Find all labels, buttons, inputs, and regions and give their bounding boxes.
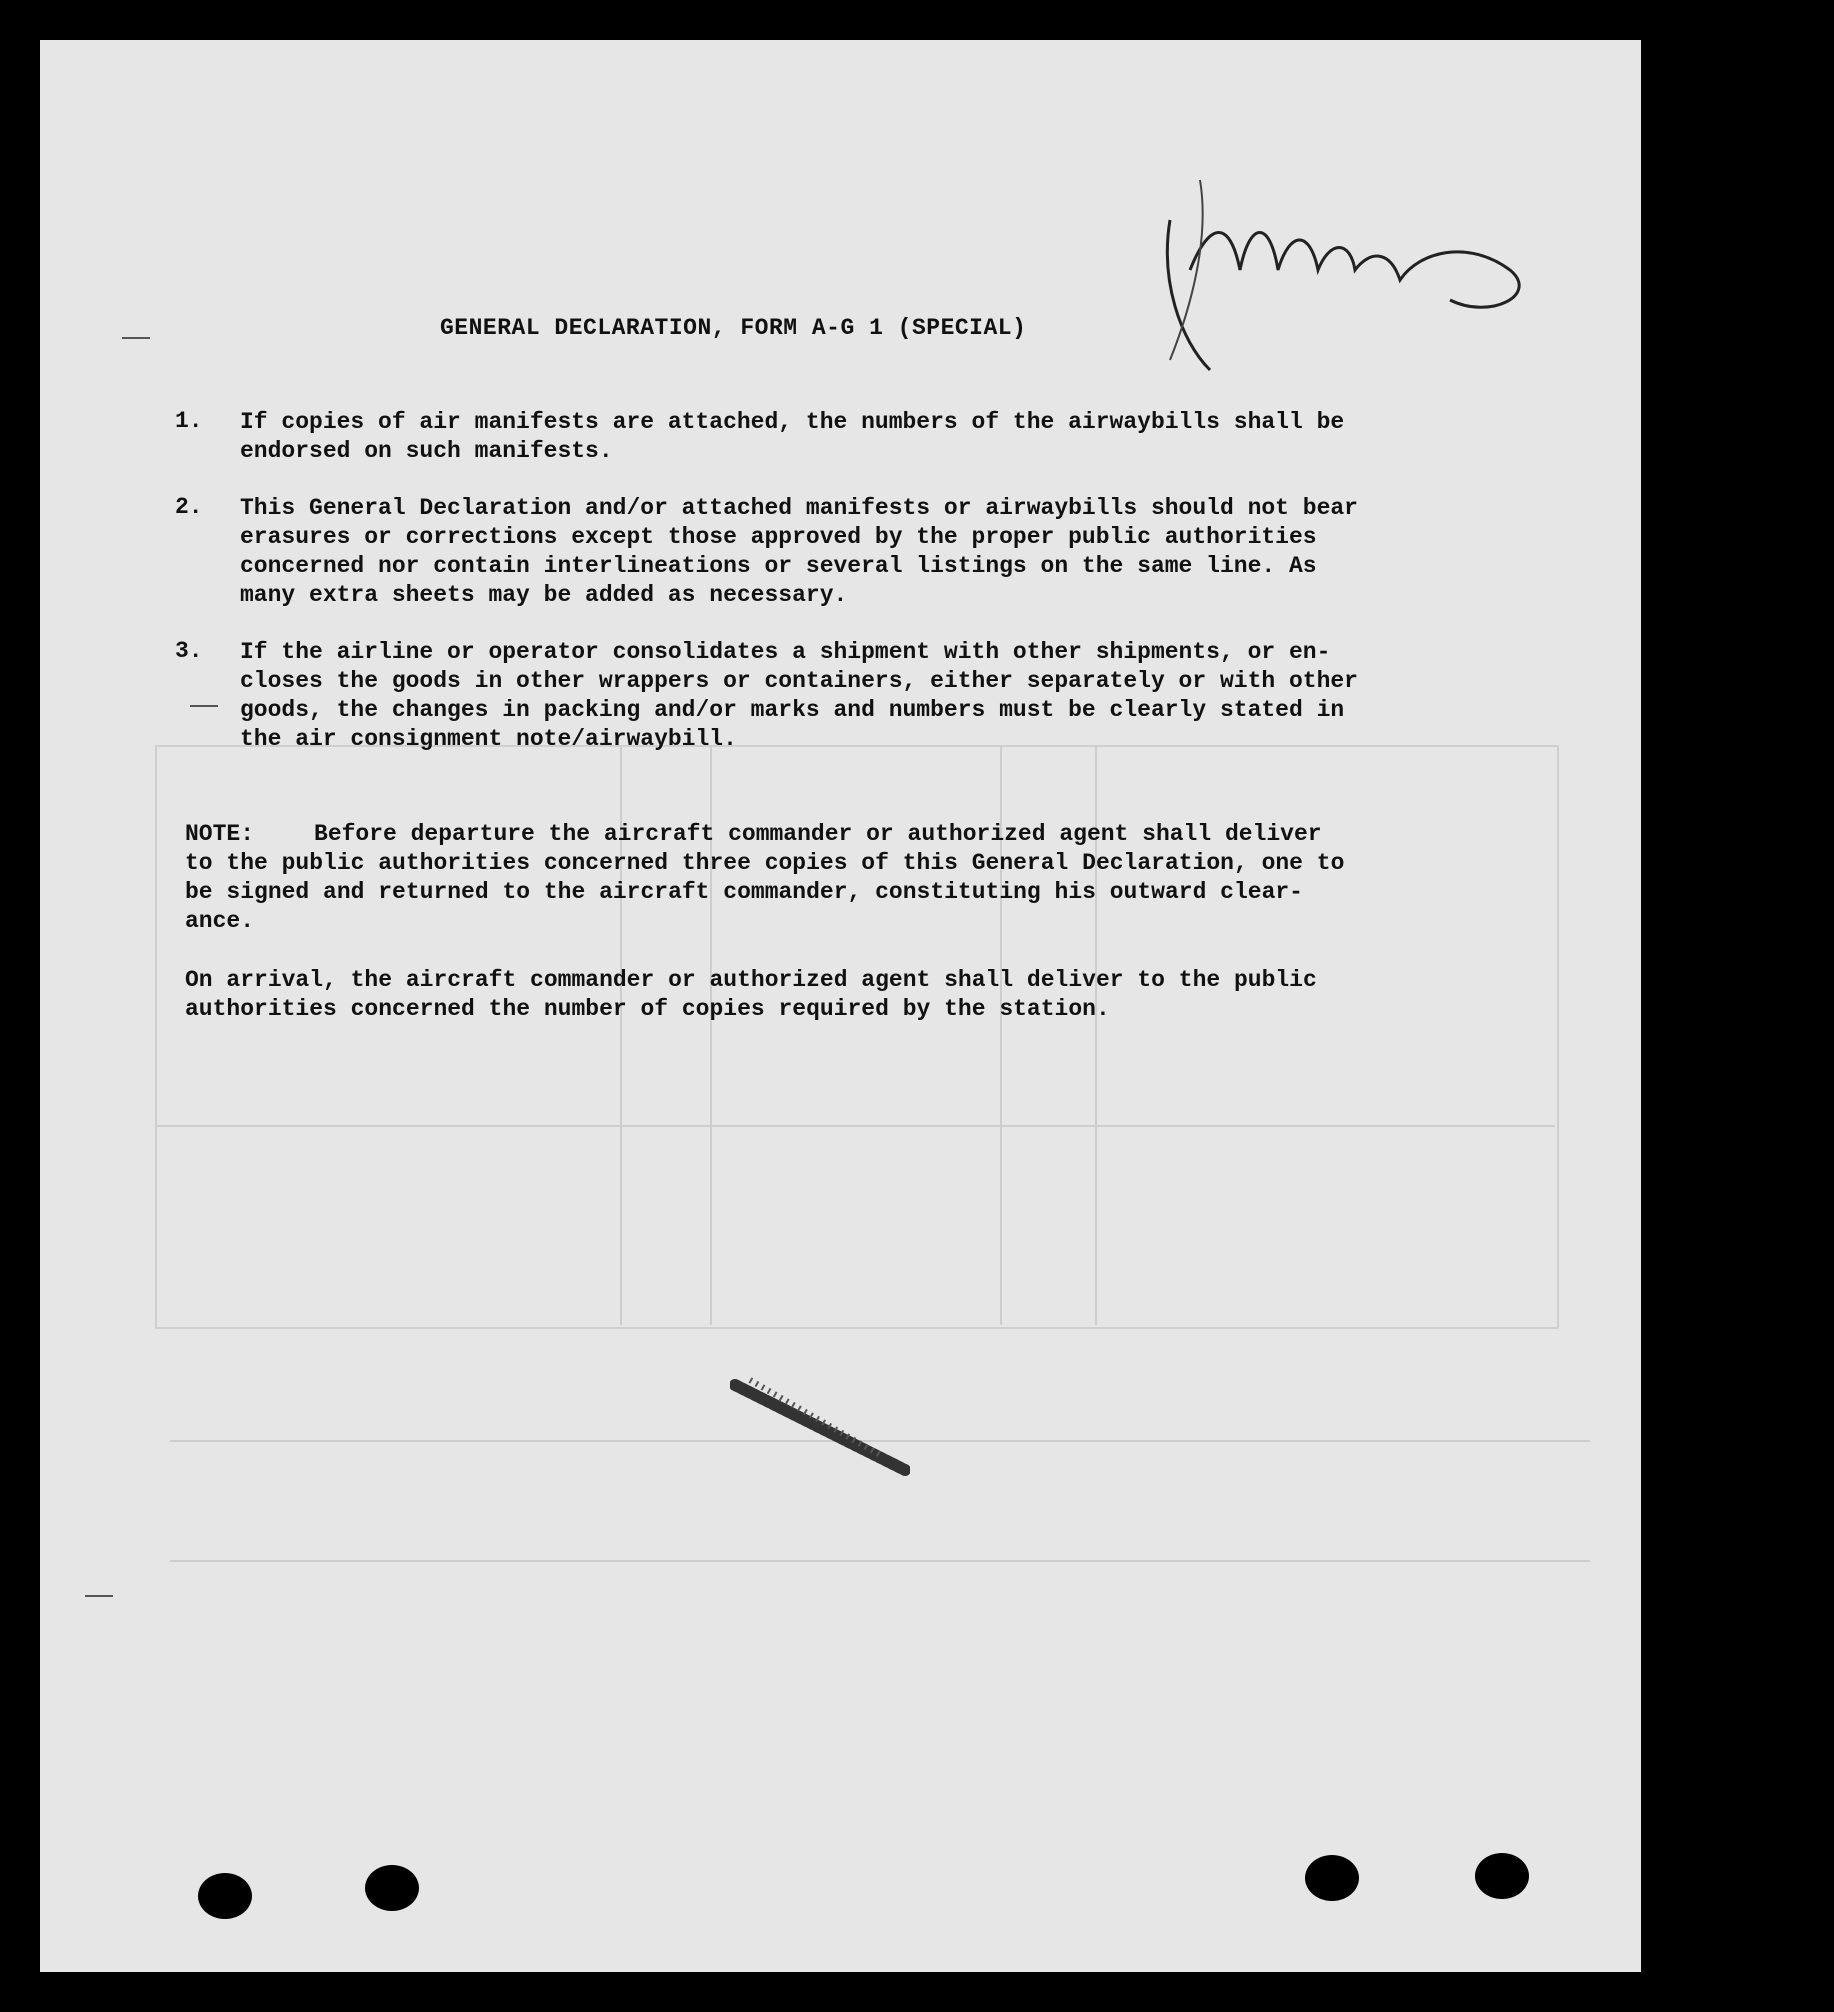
- margin-mark: [190, 705, 218, 707]
- punch-hole: [1305, 1855, 1359, 1901]
- document-page: [40, 40, 1641, 1972]
- punch-hole: [198, 1873, 252, 1919]
- item-text: If the airline or operator consolidates a shipment with other shipments, or en- closes the goods in other wrappers or containers, either separately or with other goods, the changes in packing and/or marks and numbers must be clearly stated in the air consignment note/airwaybill.: [240, 639, 1358, 752]
- margin-mark: [85, 1595, 113, 1597]
- page-title: GENERAL DECLARATION, FORM A-G 1 (SPECIAL): [440, 315, 1027, 341]
- ink-smudge: [730, 1370, 910, 1480]
- note-paragraph: [185, 820, 1545, 936]
- instruction-list: [175, 408, 1555, 782]
- bleed-through-line: [170, 1560, 1590, 1562]
- margin-mark: [122, 337, 150, 339]
- item-number: 1.: [175, 408, 203, 434]
- punch-hole: [365, 1865, 419, 1911]
- punch-hole: [1475, 1853, 1529, 1899]
- signature-mark: [1150, 160, 1570, 400]
- bleed-through-line: [155, 1125, 1555, 1127]
- item-number: 2.: [175, 494, 203, 520]
- note-section: [185, 820, 1545, 1054]
- arrival-paragraph: On arrival, the aircraft commander or authorized agent shall deliver to the public authorities concerned the number of copies required by the station.: [185, 967, 1317, 1022]
- item-text: This General Declaration and/or attached manifests or airwaybills should not bear erasures or corrections except those approved by the proper public authorities concerned nor contain interlineations or several listings on the same line. As many extra sheets may be added as necessary.: [240, 495, 1358, 608]
- item-number: 3.: [175, 638, 203, 664]
- item-text: If copies of air manifests are attached, the numbers of the airwaybills shall be endorsed on such manifests.: [240, 409, 1345, 464]
- list-item: [175, 408, 1555, 466]
- note-text: Before departure the aircraft commander or authorized agent shall deliver to the public authorities concerned three copies of this General Declaration, one to be signed and returned to the aircraft commander, constituting his outward clear- ance.: [185, 821, 1345, 934]
- list-item: [175, 638, 1555, 754]
- note-label: NOTE:: [185, 821, 255, 847]
- list-item: [175, 494, 1555, 610]
